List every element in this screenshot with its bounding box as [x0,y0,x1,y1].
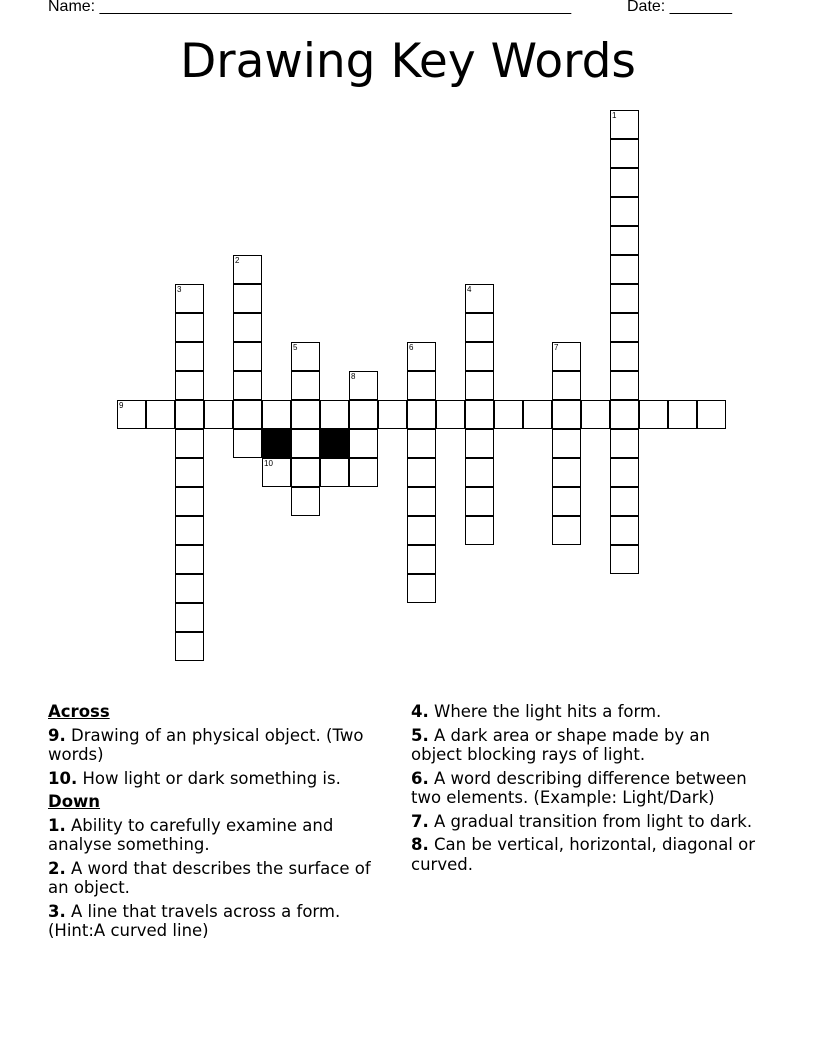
grid-cell[interactable] [465,371,494,400]
clues-left-column [48,702,388,945]
grid-cell[interactable] [465,458,494,487]
clue-number: 7 [554,343,559,352]
grid-cell[interactable] [523,400,552,429]
grid-cell[interactable] [233,429,262,458]
black-square [262,429,291,458]
grid-cell[interactable] [175,284,204,313]
grid-cell[interactable] [262,458,291,487]
name-field[interactable]: Name: _____________________________________________________ [48,0,572,15]
down-heading: Down [48,792,101,811]
grid-cell[interactable] [233,342,262,371]
clue-down-5: 5. A dark area or shape made by an object blocking rays of light. [411,725,711,764]
grid-cell[interactable] [465,284,494,313]
grid-cell[interactable] [610,458,639,487]
grid-cell[interactable] [610,226,639,255]
clue-number: 8 [351,372,356,381]
grid-cell[interactable] [465,487,494,516]
grid-cell[interactable] [175,574,204,603]
grid-cell[interactable] [175,545,204,574]
grid-cell[interactable] [552,516,581,545]
grid-cell[interactable] [204,400,233,429]
grid-cell[interactable] [610,545,639,574]
grid-cell[interactable] [349,371,378,400]
grid-cell[interactable] [610,342,639,371]
grid-cell[interactable] [465,516,494,545]
grid-cell[interactable] [175,603,204,632]
clue-across-10: 10. How light or dark something is. [48,768,341,788]
grid-cell[interactable] [552,429,581,458]
grid-cell[interactable] [233,400,262,429]
grid-cell[interactable] [610,371,639,400]
clue-down-8: 8. Can be vertical, horizontal, diagonal or curved. [411,835,756,874]
grid-cell[interactable] [291,429,320,458]
grid-cell[interactable] [175,516,204,545]
clue-across-9: 9. Drawing of an physical object. (Two words) [48,725,364,764]
clue-number: 5 [293,343,298,352]
grid-cell[interactable] [175,400,204,429]
grid-cell[interactable] [552,487,581,516]
grid-cell[interactable] [175,342,204,371]
grid-cell[interactable] [407,458,436,487]
grid-cell[interactable] [552,400,581,429]
grid-cell[interactable] [291,342,320,371]
grid-cell[interactable] [175,487,204,516]
grid-cell[interactable] [407,487,436,516]
clues-right-column [411,702,761,878]
grid-cell[interactable] [465,400,494,429]
grid-cell[interactable] [175,371,204,400]
clue-number: 3 [177,285,182,294]
grid-cell[interactable] [610,313,639,342]
grid-cell[interactable] [407,516,436,545]
grid-cell[interactable] [436,400,465,429]
grid-cell[interactable] [349,400,378,429]
grid-cell[interactable] [668,400,697,429]
grid-cell[interactable] [552,458,581,487]
clue-number: 10 [264,459,273,468]
clue-number: 6 [409,343,414,352]
grid-cell[interactable] [175,458,204,487]
clue-down-4: 4. Where the light hits a form. [411,702,662,721]
date-field[interactable]: Date: _______ [627,0,732,15]
grid-cell[interactable] [291,458,320,487]
grid-cell[interactable] [581,400,610,429]
black-square [320,429,349,458]
clue-down-3: 3. A line that travels across a form. (Hint:A curved line) [48,901,341,940]
clue-number: 2 [235,256,240,265]
grid-cell[interactable] [610,400,639,429]
grid-cell[interactable] [175,632,204,661]
clue-number: 9 [119,401,124,410]
grid-cell[interactable] [407,574,436,603]
grid-cell[interactable] [233,284,262,313]
grid-cell[interactable] [291,400,320,429]
grid-cell[interactable] [610,110,639,139]
grid-cell[interactable] [262,400,291,429]
clue-down-1: 1. Ability to carefully examine and analyse something. [48,815,334,854]
grid-cell[interactable] [610,487,639,516]
grid-cell[interactable] [378,400,407,429]
grid-cell[interactable] [407,371,436,400]
clue-down-2: 2. A word that describes the surface of an object. [48,858,371,897]
grid-cell[interactable] [697,400,726,429]
grid-cell[interactable] [610,516,639,545]
grid-cell[interactable] [349,458,378,487]
grid-cell[interactable] [610,139,639,168]
grid-cell[interactable] [175,313,204,342]
grid-cell[interactable] [233,371,262,400]
grid-cell[interactable] [233,255,262,284]
grid-cell[interactable] [407,545,436,574]
clue-down-7: 7. A gradual transition from light to dark. [411,811,753,831]
grid-cell[interactable] [407,400,436,429]
across-heading: Across [48,702,110,721]
grid-cell[interactable] [639,400,668,429]
grid-cell[interactable] [291,487,320,516]
grid-cell[interactable] [552,342,581,371]
puzzle-title: Drawing Key Words [180,34,636,89]
grid-cell[interactable] [552,371,581,400]
grid-cell[interactable] [349,429,378,458]
grid-cell[interactable] [175,429,204,458]
clue-down-6: 6. A word describing difference between two elements. (Example: Light/Dark) [411,768,747,807]
grid-cell[interactable] [465,313,494,342]
grid-cell[interactable] [233,313,262,342]
grid-cell[interactable] [465,429,494,458]
grid-cell[interactable] [494,400,523,429]
grid-cell[interactable] [320,400,349,429]
grid-cell[interactable] [610,255,639,284]
clue-number: 1 [612,111,617,120]
grid-cell[interactable] [465,342,494,371]
grid-cell[interactable] [320,458,349,487]
grid-cell[interactable] [117,400,146,429]
grid-cell[interactable] [610,429,639,458]
clue-number: 4 [467,285,472,294]
grid-cell[interactable] [407,342,436,371]
grid-cell[interactable] [610,197,639,226]
grid-cell[interactable] [407,429,436,458]
grid-cell[interactable] [291,371,320,400]
grid-cell[interactable] [610,284,639,313]
grid-cell[interactable] [146,400,175,429]
grid-cell[interactable] [610,168,639,197]
